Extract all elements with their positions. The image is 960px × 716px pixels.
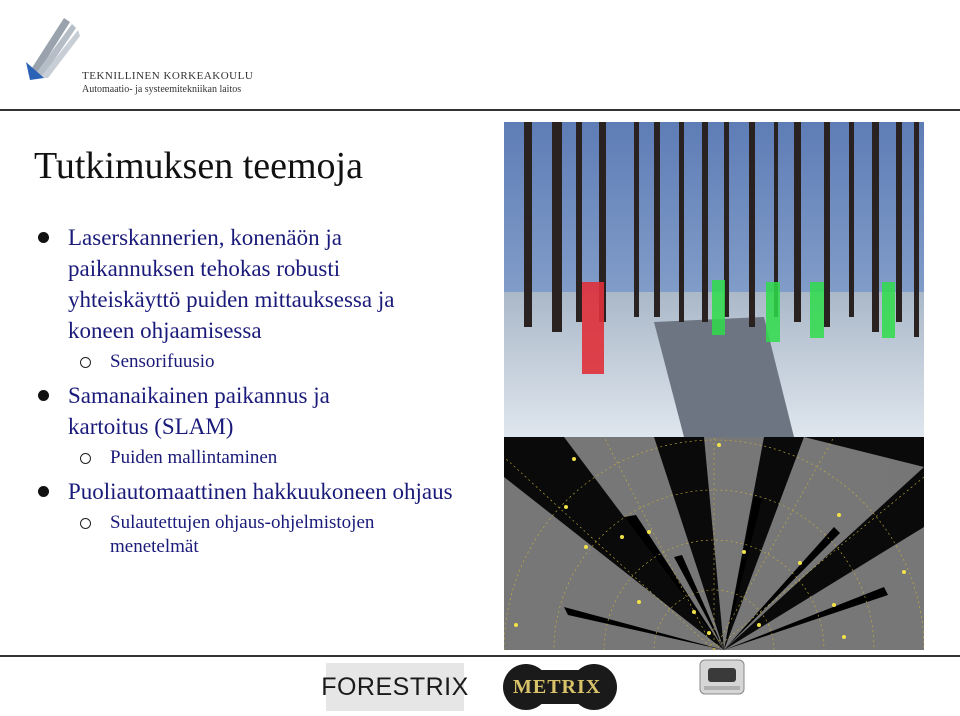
bullet-item: Samanaikainen paikannus ja kartoitus (SLAM) — [38, 380, 388, 442]
bullet-list — [38, 222, 468, 559]
scanner-device-image — [694, 654, 750, 700]
bullet-item: Laserskannerien, konenäön ja paikannuksen tehokas robusti yhteiskäyttö puiden mittauksessa ja koneen ohjaamisessa — [38, 222, 428, 346]
sub-bullet-item: Sensorifuusio — [38, 350, 468, 374]
org-department: Automaatio- ja systeemitekniikan laitos — [82, 84, 242, 95]
header-divider — [0, 109, 960, 111]
forestrix-logo: FORESTRIX — [326, 663, 464, 711]
org-name: TEKNILLINEN KORKEAKOULU — [82, 70, 254, 82]
bullet-item: Puoliautomaattinen hakkuukoneen ohjaus — [38, 476, 468, 507]
footer-divider — [0, 655, 960, 657]
sub-bullet-item: Sulautettujen ohjaus-ohjelmistojen menetelmät — [38, 511, 430, 559]
slide-title: Tutkimuksen teemoja — [34, 145, 363, 187]
forest-photo — [504, 122, 924, 437]
laser-scan-map — [504, 437, 924, 650]
metrix-logo-text: METRIX — [513, 676, 602, 698]
university-logo-icon — [24, 14, 84, 84]
sub-bullet-item: Puiden mallintaminen — [38, 446, 468, 470]
